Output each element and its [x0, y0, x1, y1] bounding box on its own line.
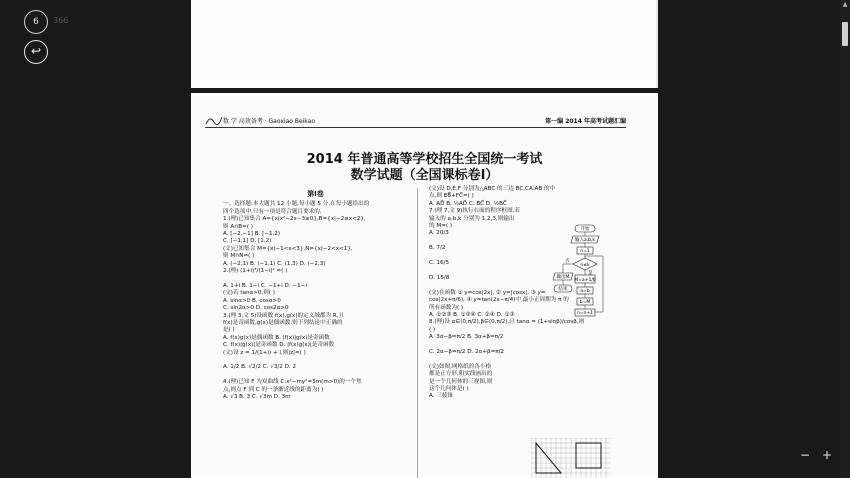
text-line: 8.(理)设 α∈(0,π/2),β∈(0,π/2),且 tanα = (1+sinβ)/cosβ,则: [429, 319, 585, 326]
text-line: (文)已知集合 M={x|−1<x<3},N={x|−2<x<1},: [223, 245, 353, 252]
text-line: 2.(理) (1+i)³/(1−i)² =( ): [223, 268, 288, 275]
header-left-text: 数 学 高效备考 · Gaoxiao Beikao: [223, 118, 316, 125]
text-line: (文)在函数 ① y=cos|2x|, ② y=|cosx|, ③ y=: [429, 289, 546, 296]
text-line: C. 2α−β=π/2 D. 2α+β=π/2: [429, 348, 505, 355]
flow-step3-label: b=M: [579, 300, 591, 305]
running-header: [205, 113, 626, 127]
text-line: A. sinα>0 B. cosα>0: [223, 297, 281, 304]
text-line: 则 A∩B=( ): [223, 223, 253, 230]
text-line: 的 M=( ): [429, 223, 453, 230]
text-line: 7.(理 7,文 9)执行右面的程序框图,若: [429, 208, 521, 215]
text-line: 四个选项中,只有一项是符合题目要求的.: [223, 208, 322, 215]
text-line: A. 3α−β=π/2 B. 3α+β=π/2: [429, 334, 504, 341]
flow-step1-label: M=a+1/b: [574, 278, 596, 283]
text-line: C. sin2α>0 D. cos2α>0: [223, 305, 289, 312]
vertical-scrollbar[interactable]: [840, 0, 850, 478]
text-line: 是一个几何体的三视图,则: [429, 378, 493, 385]
three-view-grid-figure: [531, 438, 611, 478]
document-page: [191, 93, 658, 478]
text-line: 点,则 EB⃗+FC⃗=( ): [429, 193, 474, 200]
header-rule: [205, 127, 626, 128]
text-line: A. √3 B. 3 C. √3m D. 3m: [223, 393, 291, 400]
column-divider: [417, 188, 418, 478]
page-number-badge: 6: [24, 10, 48, 34]
text-line: A. 1+i B. 1−i C. −1+i D. −1−i: [223, 282, 307, 289]
text-line: ( ): [429, 326, 436, 333]
text-line: (文)设 z = 1/(1+i) + i,则|z|=( ): [223, 349, 306, 356]
text-line: C. f(x)|g(x)|是奇函数 D. |f(x)g(x)|是奇函数: [223, 342, 335, 349]
flow-input-label: 输入a,b,k: [574, 238, 596, 243]
text-line: 都是正方形,粗实线画出的: [429, 371, 493, 378]
text-line: A. 20/3: [429, 230, 449, 237]
text-line: [429, 356, 649, 363]
text-line: D. 15/8: [429, 274, 450, 281]
header-ornament: [205, 113, 223, 125]
page-total: 366: [53, 16, 69, 25]
left-column: [223, 189, 408, 401]
text-line: A. [−2,−1] B. [−1,2): [223, 231, 281, 238]
text-line: cos(2x+π/6), ④ y=tan(2x−π/4)中,最小正周期为 π 的: [429, 297, 569, 304]
text-line: C. 16/5: [429, 260, 450, 267]
exam-title: 2014 年普通高等学校招生全国统一考试: [306, 152, 543, 167]
text-line: A. AD⃗ B. ½AD⃗ C. BC⃗ D. ½BC⃗: [429, 200, 507, 207]
zoom-in-button[interactable]: +: [822, 448, 833, 462]
flow-end-label: 结束: [558, 287, 568, 292]
text-line: A. (−2,1) B. (−1,1) C. (1,3) D. (−2,3): [223, 260, 326, 267]
scroll-up-arrow-icon[interactable]: ▲: [842, 1, 848, 8]
flowchart-figure: [553, 223, 617, 341]
text-line: 输入的 a,b,k 分别为 1,2,3,则输出: [429, 215, 515, 222]
flow-yes-label: 是: [588, 271, 593, 276]
text-line: [429, 342, 649, 349]
text-line: 4.(理)已知 F 为双曲线 C:x²−my²=3m(m>0)的一个焦: [223, 379, 362, 386]
text-line: C. [−1,1] D. [1,2): [223, 238, 272, 245]
text-line: A. f(x)g(x)是偶函数 B. |f(x)|g(x)是奇函数: [223, 334, 330, 341]
zoom-out-button[interactable]: −: [800, 448, 811, 462]
text-line: A. 三棱锥: [429, 393, 454, 400]
header-right-text: 第一编 2014 年高考试题汇编: [545, 118, 626, 125]
text-line: B. 7/2: [429, 245, 446, 252]
flow-output-label: 输出M: [556, 275, 570, 280]
text-line: [223, 275, 408, 282]
text-line: 所有函数为( ): [429, 304, 464, 311]
flow-step2-label: a=b: [580, 289, 590, 294]
text-line: A. ①②③ B. ①③④ C. ②④ D. ①③: [429, 311, 515, 318]
flow-step4-label: n=n+1: [576, 311, 594, 316]
flow-condition-label: n≤k: [580, 263, 590, 268]
text-line: 是( ): [223, 327, 235, 334]
text-line: 则 M∩N=( ): [223, 253, 255, 260]
text-line: 一、选择题:本大题共 12 小题,每小题 5 分,在每小题给出的: [223, 201, 370, 208]
exam-subtitle: 数学试题（全国课标卷Ⅰ）: [350, 168, 499, 183]
back-button[interactable]: ↩: [24, 40, 48, 64]
text-line: 这个几何体是( ): [429, 385, 469, 392]
text-line: 3.(理 3,文 5)设函数 f(x),g(x)的定义域都为 R,且: [223, 312, 345, 319]
section-heading: 第Ⅰ卷: [307, 190, 324, 198]
text-line: (文)设 D,E,F 分别为△ABC 的三边 BC,CA,AB 的中: [429, 186, 556, 192]
page-edge: [656, 0, 658, 88]
text-line: 1.(理)已知集合 A={x|x²−2x−3≥0},B={x|−2≤x<2},: [223, 216, 366, 223]
text-line: (文)若 tanα>0,则( ): [223, 290, 275, 297]
scrollbar-thumb[interactable]: [842, 22, 848, 46]
flow-init-label: n=1: [580, 249, 590, 254]
text-line: f(x)是奇函数,g(x)是偶函数,则下列结论中正确的: [223, 319, 343, 326]
previous-page: [191, 0, 658, 88]
text-line: A. 1/2 B. √2/2 C. √3/2 D. 2: [223, 364, 297, 371]
flow-no-label: 否: [565, 259, 570, 264]
text-line: (文)如图,网格纸的各小格: [429, 363, 492, 370]
text-line: 点,则点 F 到 C 的一条渐近线的距离为( ): [223, 386, 324, 393]
flow-start-label: 开始: [580, 227, 590, 232]
